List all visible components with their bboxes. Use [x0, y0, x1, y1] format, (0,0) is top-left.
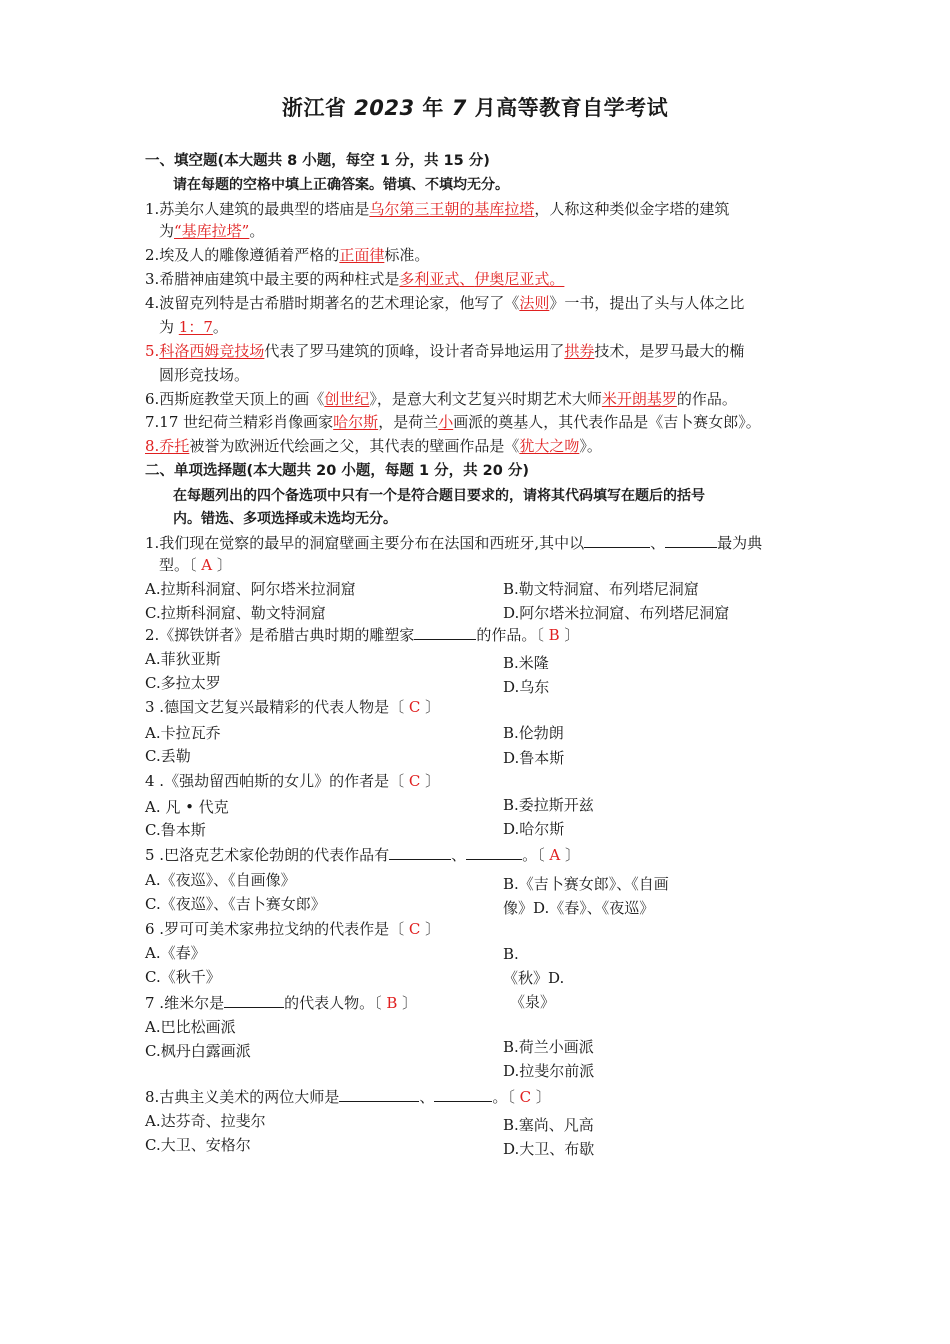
fill-q6-answer2: 米开朗基罗 [601, 390, 677, 408]
fill-q3-answer1: 多利亚式 [399, 270, 460, 288]
title-nian: 年 [414, 96, 452, 120]
mc-q4-option-a: A. 凡 • 代克 [145, 798, 229, 816]
mc-q4-option-c: C.鲁本斯 [145, 821, 206, 839]
fill-q3-text: 3.希腊神庙建筑中最主要的两种柱式是 [145, 270, 400, 288]
fill-q7-answer1: 哈尔斯 [333, 413, 379, 431]
fill-q5-line2: 圆形竞技场。 [159, 366, 250, 384]
fill-q7 [145, 412, 761, 432]
mc-q6-option-a: A.《春》 [145, 944, 206, 962]
mc-q5-option-b-d: 像》D.《春》、《夜巡》 [503, 899, 655, 917]
mc-q3-option-a: A.卡拉瓦乔 [145, 724, 221, 742]
fill-q1-text4: 。 [249, 222, 265, 240]
mc-q7-stem [145, 992, 417, 1013]
fill-q7-text: 7.17 世纪荷兰精彩肖像画家 [145, 413, 334, 431]
mc-q1-option-a: A.拉斯科洞窟、阿尔塔米拉洞窟 [145, 580, 356, 598]
mc-q6-answer: C [408, 920, 421, 938]
mc-q5-answer: A [549, 846, 561, 864]
fill-q7-text2: ，是荷兰 [378, 413, 439, 431]
mc-q2-option-a: A.菲狄亚斯 [145, 650, 221, 668]
mc-q1-option-c: C.拉斯科洞窟、勒文特洞窟 [145, 604, 326, 622]
mc-q6-option-d: 《泉》 [510, 993, 556, 1011]
mc-q3-paren-close: 〕 [420, 698, 441, 716]
mc-q1-option-d: D.阿尔塔米拉洞窟、布列塔尼洞窟 [503, 604, 730, 622]
mc-q1-answer: A [201, 556, 213, 574]
mc-q2-text2: 的作品。〔 [476, 626, 549, 644]
fill-q7-text3: 画派的奠基人，其代表作品是《吉卜赛女郎》。 [453, 413, 761, 431]
mc-q1-blank2 [665, 532, 717, 548]
mc-q4-option-d: D.哈尔斯 [503, 820, 565, 838]
fill-q3-answer2: 伊奥尼亚式。 [474, 270, 565, 288]
mc-q2-answer: B [548, 626, 560, 644]
mc-q5-text: 5 .巴洛克艺术家伦勃朗的代表作品有 [145, 846, 390, 864]
fill-q8-answer2: 犹大之吻 [519, 437, 580, 455]
mc-q1-blank1 [584, 532, 650, 548]
mc-q1-paren-close: 〕 [212, 556, 232, 574]
mc-q7-paren-close: 〕 [397, 994, 418, 1012]
mc-q5-blank1 [389, 844, 451, 860]
fill-q2-text: 2.埃及人的雕像遵循着严格的 [145, 246, 340, 264]
fill-q5-answer2: 拱券 [564, 342, 595, 360]
mc-q3-option-d: D.鲁本斯 [503, 749, 565, 767]
mc-q3-option-c: C.丢勒 [145, 747, 191, 765]
fill-q1-text: 1.苏美尔人建筑的最典型的塔庙是 [145, 200, 370, 218]
fill-q2-answer: 正面律 [339, 246, 385, 264]
fill-q2-text2: 标准。 [384, 246, 430, 264]
section2-heading: 二、单项选择题(本大题共 20 小题，每题 1 分，共 20 分) [145, 463, 529, 479]
mc-q2-option-b: B.米隆 [503, 654, 549, 672]
mc-q8-blank1 [339, 1086, 419, 1102]
fill-q4-answer1: 法则 [519, 294, 550, 312]
fill-q5-answer1: 科洛西姆竞技场 [159, 342, 265, 360]
mc-q4-option-b: B.委拉斯开兹 [503, 796, 594, 814]
mc-q6-option-c: C.《秋千》 [145, 968, 221, 986]
mc-q8-stem [145, 1086, 551, 1107]
fill-q6-answer1: 创世纪 [324, 390, 370, 408]
mc-q1-text2: 最为典 [717, 534, 763, 552]
mc-q5-blank2 [466, 844, 522, 860]
title-year: 2023 [354, 96, 415, 120]
mc-q5-option-b: B.《吉卜赛女郎》、《自画 [503, 875, 669, 893]
title-rest: 月高等教育自学考试 [466, 96, 669, 120]
fill-q5-text: 代表了罗马建筑的顶峰，设计者奇异地运用了 [264, 342, 565, 360]
mc-q8-text2: 。〔 [492, 1088, 520, 1106]
mc-q5-stem [145, 844, 580, 865]
fill-q6 [145, 389, 737, 409]
mc-q4-answer: C [408, 772, 421, 790]
fill-q8 [145, 436, 602, 456]
mc-q8-option-d: D.大卫、布歇 [503, 1140, 595, 1158]
mc-q3-text: 3 .德国文艺复兴最精彩的代表人物是〔 [145, 698, 409, 716]
mc-q3-stem [145, 697, 440, 717]
mc-q5-option-c: C.《夜巡》、《吉卜赛女郎》 [145, 895, 326, 913]
fill-q8-text2: 》。 [579, 437, 602, 455]
mc-q8-option-c: C.大卫、安格尔 [145, 1136, 251, 1154]
mc-q3-option-b: B.伦勃朗 [503, 724, 564, 742]
section2-instruction-line1: 在每题列出的四个备选项中只有一个是符合题目要求的，请将其代码填写在题后的括号 [173, 488, 705, 504]
mc-q8-option-b: B.塞尚、凡高 [503, 1116, 594, 1134]
mc-q8-answer: C [519, 1088, 532, 1106]
mc-q8-paren-close: 〕 [531, 1088, 551, 1106]
fill-q5-text2: 技术，是罗马最大的椭 [594, 342, 745, 360]
mc-q2-option-c: C.多拉太罗 [145, 674, 221, 692]
fill-q6-text: 6.西斯庭教堂天顶上的画《 [145, 390, 325, 408]
mc-q7-answer: B [386, 994, 398, 1012]
fill-q4-answer2: 1：7 [178, 318, 213, 336]
mc-q7-text: 7 .维米尔是 [145, 994, 225, 1012]
fill-q1-text3: 为 [159, 222, 175, 240]
section2-instruction-line2: 内。错选、多项选择或未选均无分。 [173, 511, 397, 527]
mc-q2-paren-close: 〕 [559, 626, 580, 644]
mc-q1-option-b: B.勒文特洞窟、布列塔尼洞窟 [503, 580, 699, 598]
fill-q7-answer2: 小 [438, 413, 454, 431]
mc-q1-stem-line2 [159, 555, 232, 575]
fill-q4-line1 [145, 293, 744, 313]
mc-q8-option-a: A.达芬奇、拉斐尔 [145, 1112, 266, 1130]
fill-q1-line2 [159, 221, 264, 241]
fill-q8-text: 被誉为欧洲近代绘画之父，其代表的壁画作品是《 [189, 437, 520, 455]
mc-q7-option-d: D.拉斐尔前派 [503, 1062, 595, 1080]
fill-q1-answer1: 乌尔第三王朝的基库拉塔 [369, 200, 535, 218]
mc-q8-text: 8.古典主义美术的两位大师是 [145, 1088, 340, 1106]
fill-q6-text2: 》，是意大利文艺复兴时期艺术大师 [369, 390, 602, 408]
mc-q7-option-b: B.荷兰小画派 [503, 1038, 594, 1056]
fill-q5-line1 [145, 341, 744, 361]
fill-q8-answer1: 8.乔托 [145, 437, 190, 455]
fill-q2 [145, 245, 429, 265]
mc-q7-text2: 的代表人物。〔 [284, 994, 387, 1012]
mc-q6-option-b: B. [503, 945, 519, 963]
mc-q2-option-d: D.乌东 [503, 678, 550, 696]
mc-q4-stem [145, 771, 440, 791]
mc-q4-text: 4 .《强劫留西帕斯的女儿》的作者是〔 [145, 772, 409, 790]
mc-q2-blank [414, 624, 476, 640]
fill-q3 [145, 269, 564, 289]
fill-q1-answer2: “基库拉塔” [174, 222, 250, 240]
mc-q1-paren-open: 型。〔 [159, 556, 202, 574]
mc-q4-paren-close: 〕 [420, 772, 441, 790]
mc-q1-text: 1.我们现在觉察的最早的洞窟壁画主要分布在法国和西班牙,其中以 [145, 534, 585, 552]
mc-q6-text: 6 .罗可可美术家弗拉戈纳的代表作是〔 [145, 920, 409, 938]
mc-q5-sep: 、 [451, 846, 467, 864]
mc-q8-sep: 、 [419, 1088, 435, 1106]
fill-q4-text2: 》一书，提出了头与人体之比 [549, 294, 745, 312]
title-province: 浙江省 [281, 96, 355, 120]
fill-q1-line1 [145, 199, 729, 219]
mc-q8-blank2 [434, 1086, 492, 1102]
mc-q1-stem [145, 532, 762, 553]
mc-q5-paren-close: 〕 [560, 846, 581, 864]
mc-q7-option-c: C.枫丹白露画派 [145, 1042, 251, 1060]
fill-q5-number: 5. [145, 342, 160, 360]
section1-heading: 一、填空题(本大题共 8 小题，每空 1 分，共 15 分) [145, 153, 490, 169]
fill-q4-text4: 。 [212, 318, 228, 336]
fill-q4-text3: 为 [159, 318, 179, 336]
mc-q5-option-a: A.《夜巡》、《自画像》 [145, 871, 296, 889]
fill-q3-sep: 、 [459, 270, 475, 288]
fill-q4-text: 4.波留克列特是古希腊时期著名的艺术理论家，他写了《 [145, 294, 520, 312]
page-title [0, 92, 950, 122]
mc-q7-blank [224, 992, 284, 1008]
mc-q6-paren-close: 〕 [420, 920, 441, 938]
mc-q1-sep: 、 [650, 534, 666, 552]
mc-q7-option-a: A.巴比松画派 [145, 1018, 236, 1036]
fill-q6-text3: 的作品。 [676, 390, 737, 408]
mc-q2-text: 2.《掷铁饼者》是希腊古典时期的雕塑家 [145, 626, 415, 644]
mc-q6-stem [145, 919, 440, 939]
mc-q3-answer: C [408, 698, 421, 716]
mc-q6-option-b-d: 《秋》D. [503, 969, 565, 987]
mc-q5-text2: 。〔 [522, 846, 550, 864]
fill-q1-text2: ，人称这种类似金字塔的建筑 [534, 200, 730, 218]
title-month: 7 [451, 96, 467, 120]
mc-q2-stem [145, 624, 579, 645]
fill-q4-line2 [159, 317, 228, 337]
section1-instruction: 请在每题的空格中填上正确答案。错填、不填均无分。 [173, 177, 509, 193]
